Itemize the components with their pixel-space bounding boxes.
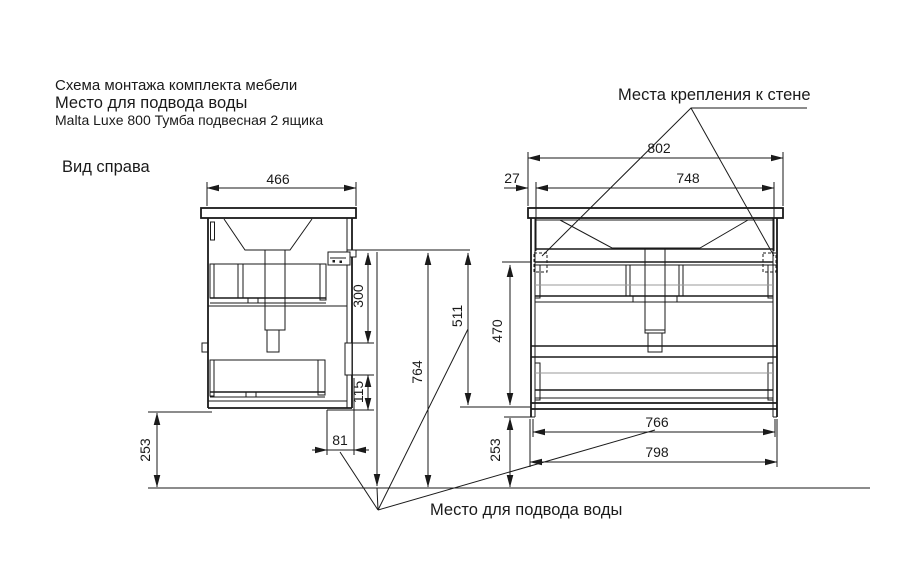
dim-798: 798 (645, 444, 669, 460)
front-lower-drawer (535, 363, 773, 400)
dim-766: 766 (645, 414, 669, 430)
side-lower-drawer (210, 360, 325, 397)
side-view-cabinet (201, 208, 356, 408)
dim-253-left: 253 (137, 438, 153, 462)
wall-mount-leader-left (542, 108, 807, 256)
dim-466: 466 (266, 171, 290, 187)
dim-764: 764 (409, 360, 425, 384)
water-leader-middle (378, 329, 468, 510)
wall-mount-leader-right (691, 108, 774, 256)
title-line2: Место для подвода воды (55, 94, 248, 112)
water-leader-side (340, 452, 378, 510)
side-upper-drawer (210, 264, 326, 303)
dim-300: 300 (350, 284, 366, 308)
title-line3: Malta Luxe 800 Тумба подвесная 2 ящика (55, 112, 324, 128)
dim-802: 802 (647, 140, 671, 156)
water-leader-front (378, 430, 655, 510)
title-line1: Схема монтажа комплекта мебели (55, 77, 298, 94)
dim-81: 81 (332, 432, 348, 448)
dimension-lines (148, 152, 870, 488)
leader-lines (340, 108, 807, 510)
water-supply-label: Место для подвода воды (430, 501, 623, 519)
water-cutout-side (345, 343, 352, 375)
side-view-label: Вид справа (62, 158, 150, 176)
text-layer (55, 77, 811, 519)
front-upper-drawer (535, 265, 773, 302)
front-view-cabinet (528, 208, 783, 417)
dim-115: 115 (350, 380, 366, 404)
dim-511: 511 (449, 304, 465, 328)
wall-mount-label: Места крепления к стене (618, 86, 811, 104)
dim-253-right: 253 (487, 438, 503, 462)
dim-470: 470 (489, 319, 505, 343)
dim-27: 27 (504, 170, 520, 186)
dim-748: 748 (676, 170, 700, 186)
